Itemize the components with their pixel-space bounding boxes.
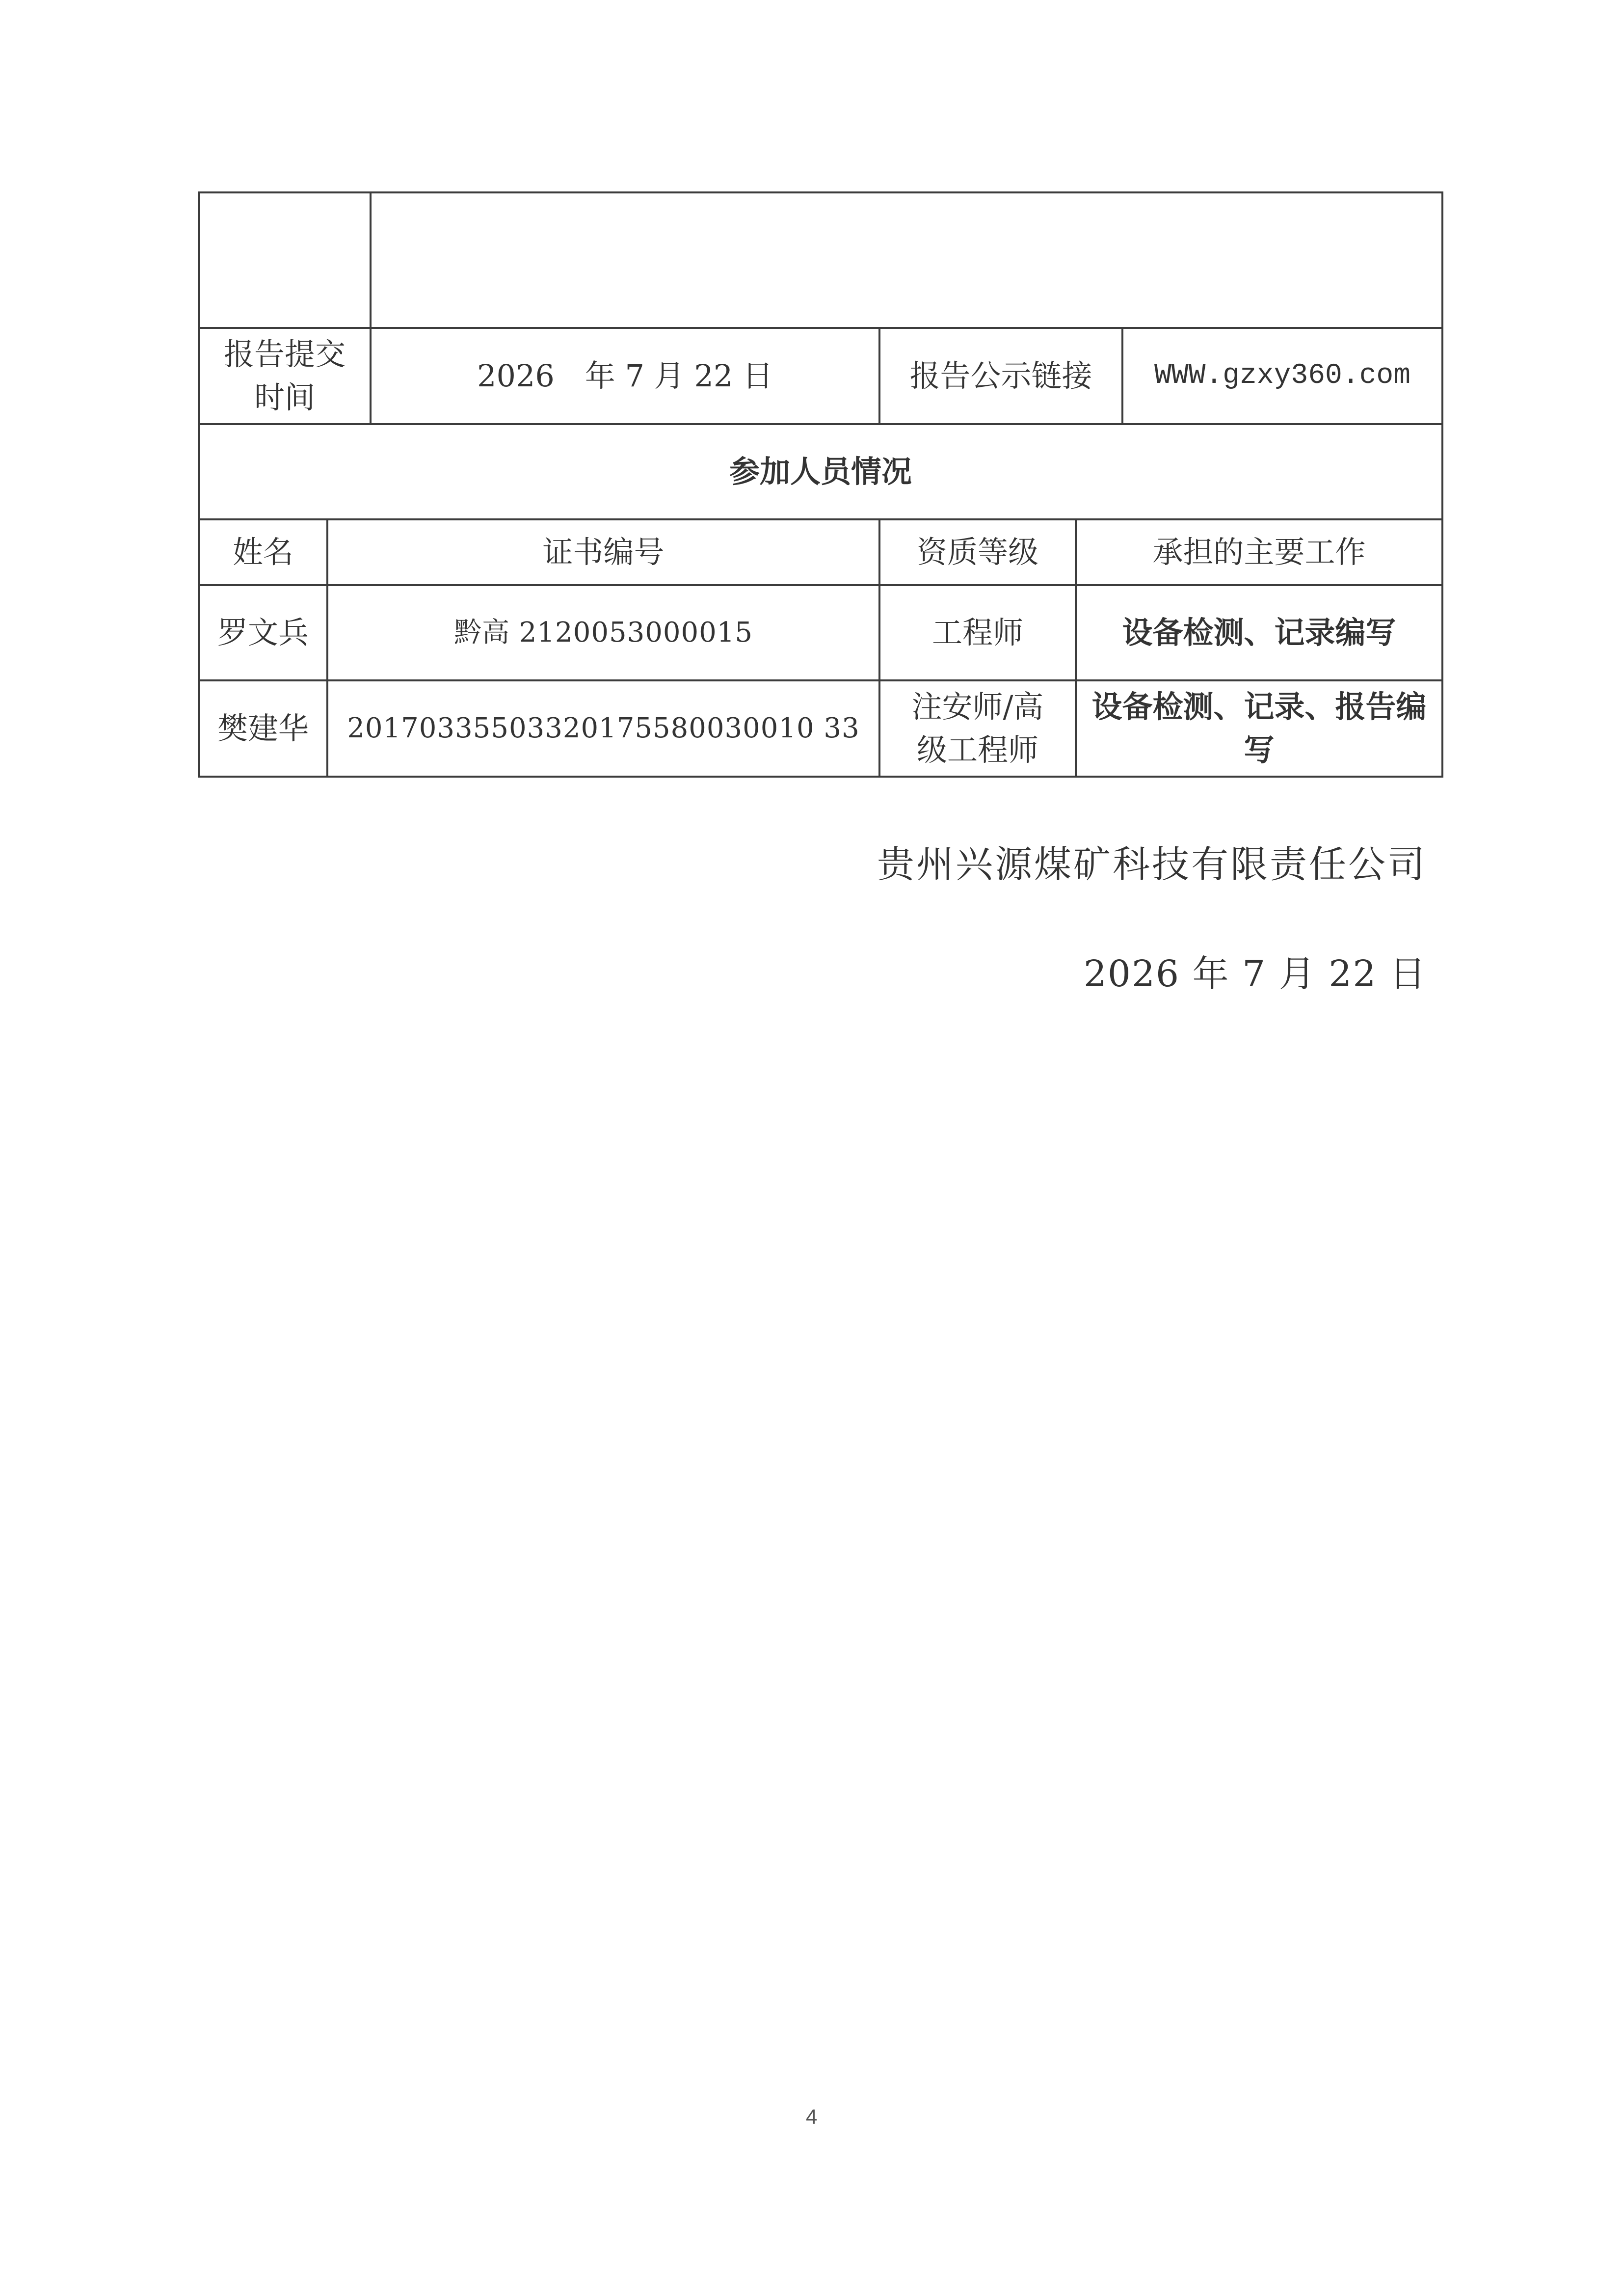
header-level: 资质等级 (879, 519, 1076, 585)
company-name: 贵州兴源煤矿科技有限责任公司 (877, 842, 1427, 886)
public-link-label: 报告公示链接 (879, 328, 1122, 424)
person-level: 注安师/高级工程师 (879, 680, 1076, 777)
person-level: 工程师 (879, 585, 1076, 680)
header-name: 姓名 (199, 519, 327, 585)
signature-date: 2026 年 7 月 22 日 (1083, 953, 1427, 995)
table-row (199, 680, 1442, 777)
person-work: 设备检测、记录、报告编写 (1076, 680, 1442, 777)
participants-title-row (199, 424, 1442, 519)
page-number: 4 (805, 2105, 818, 2128)
table-row (199, 585, 1442, 680)
header-work: 承担的主要工作 (1076, 519, 1442, 585)
blank-label-cell (199, 192, 371, 328)
participants-title: 参加人员情况 (199, 424, 1442, 519)
submit-date: 2026 年 7 月 22 日 (371, 328, 879, 424)
header-row (199, 519, 1442, 585)
person-cert: 黔高 2120053000015 (327, 585, 879, 680)
submit-row (199, 328, 1442, 424)
submit-time-label: 报告提交时间 (199, 328, 371, 424)
public-link: WWW.gzxy360.com (1122, 328, 1442, 424)
blank-content-cell (371, 192, 1442, 328)
report-info-table (198, 191, 1443, 778)
person-name: 罗文兵 (199, 585, 327, 680)
header-cert: 证书编号 (327, 519, 879, 585)
person-name: 樊建华 (199, 680, 327, 777)
person-work: 设备检测、记录编写 (1076, 585, 1442, 680)
person-cert: 20170335503320175580030010 33 (327, 680, 879, 777)
blank-row (199, 192, 1442, 328)
